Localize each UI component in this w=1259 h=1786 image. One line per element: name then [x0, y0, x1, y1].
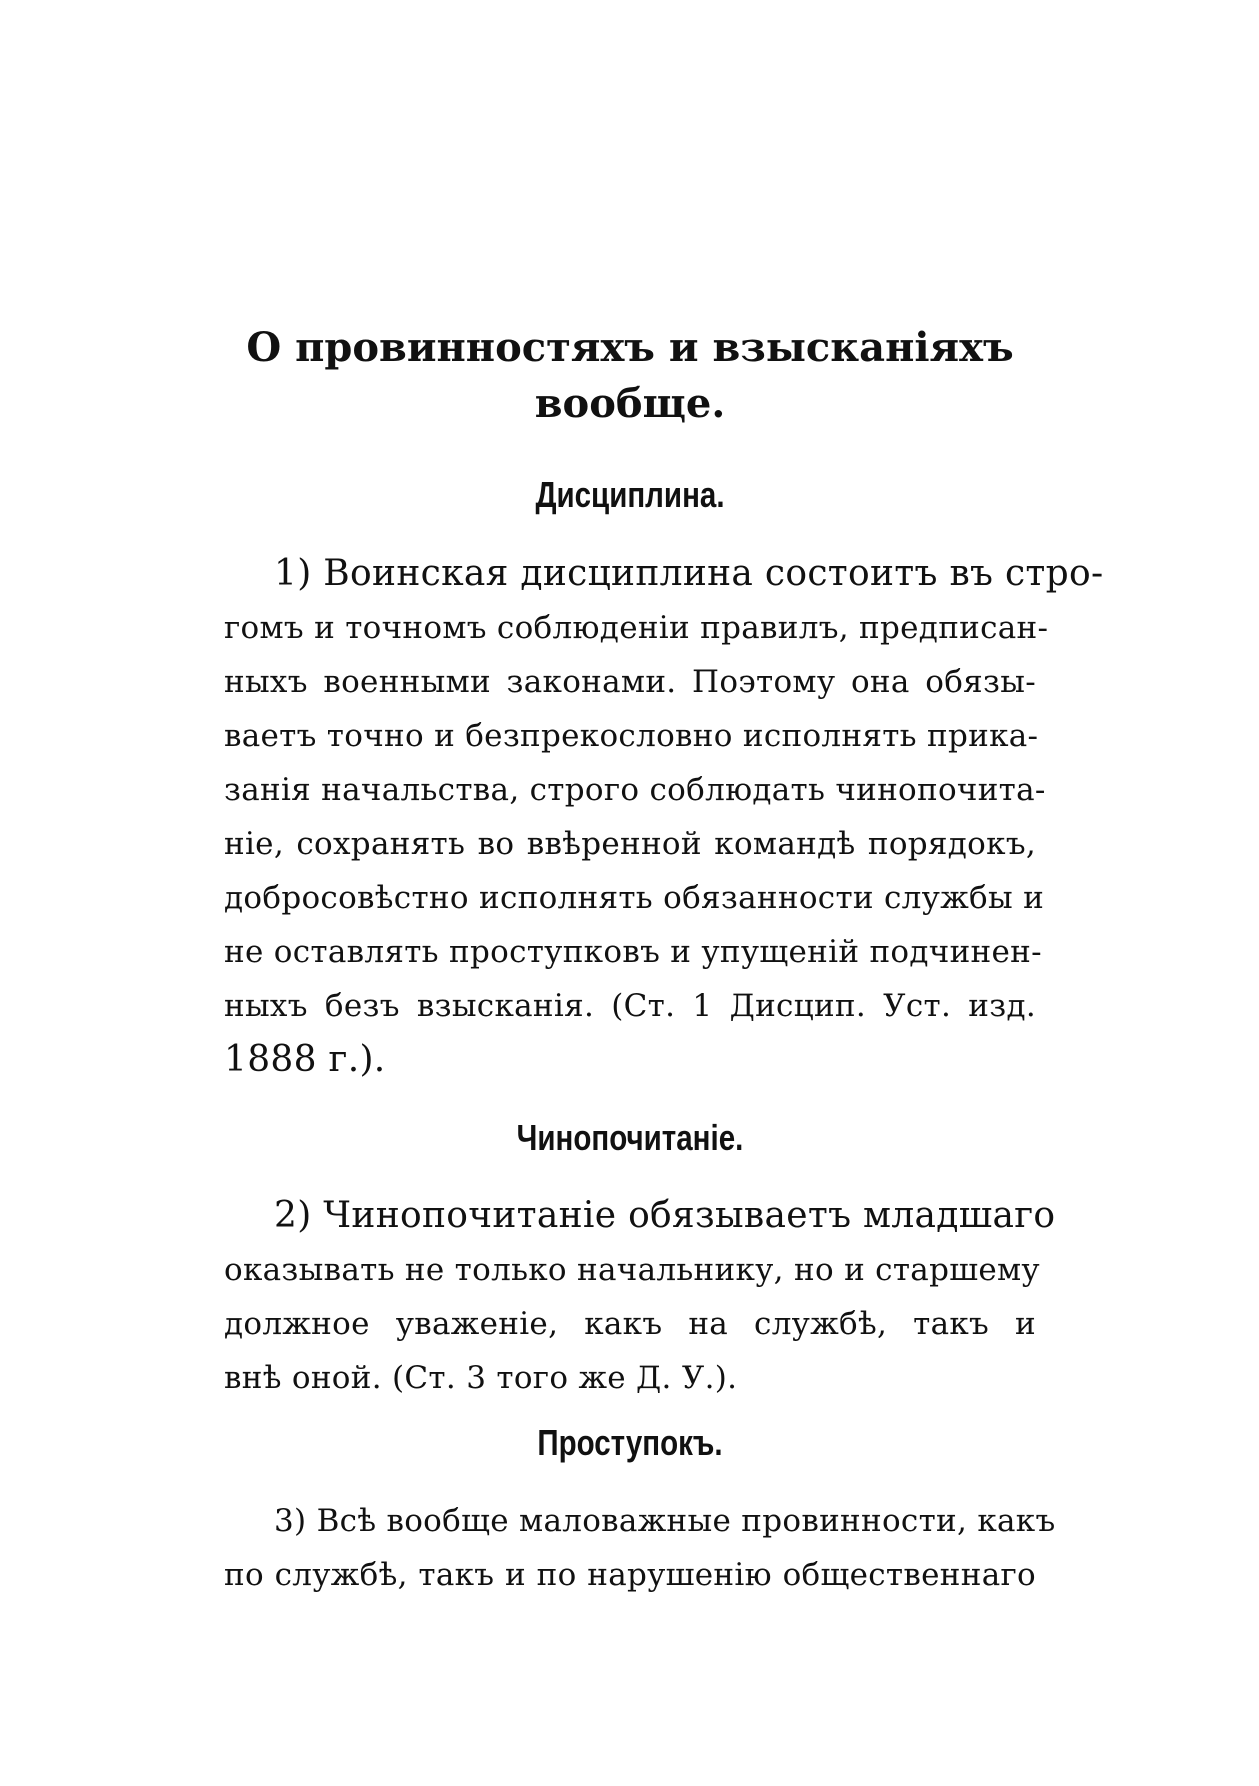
paragraph-line: не оставлять проступковъ и упущеній подчинен-	[224, 934, 1042, 970]
paragraph-line: 3) Всѣ вообще маловажные провинности, какъ	[274, 1503, 1056, 1539]
section-heading-discipline: Дисциплина.	[535, 474, 725, 515]
paragraph-line: добросовѣстно исполнять обязанности службы и	[224, 880, 1045, 916]
paragraph-line: внѣ оной. (Ст. 3 того же Д. У.).	[224, 1360, 738, 1396]
paragraph-line: 1) Воинская дисциплина состоитъ въ стро-	[274, 553, 1104, 594]
page-title-line-1: О провинностяхъ и взысканіяхъ	[246, 324, 1014, 371]
paragraph-misdemeanor	[224, 1494, 1056, 1602]
section-heading-rank-respect: Чинопочитаніе.	[516, 1117, 744, 1158]
paragraph-line: ніе, сохранять во ввѣренной командѣ порядокъ,	[224, 826, 1036, 862]
paragraph-line: оказывать не только начальнику, но и старшему	[224, 1252, 1040, 1288]
paragraph-line: должное уваженіе, какъ на службѣ, такъ и	[224, 1306, 1036, 1342]
paragraph-line: 2) Чинопочитаніе обязываетъ младшаго	[274, 1195, 1056, 1236]
paragraph-discipline	[224, 547, 1104, 1087]
paragraph-line: ныхъ безъ взысканія. (Ст. 1 Дисцип. Уст. изд.	[224, 988, 1036, 1024]
paragraph-rank-respect	[224, 1189, 1056, 1405]
paragraph-line: по службѣ, такъ и по нарушенію общественнаго	[224, 1557, 1036, 1593]
paragraph-line: гомъ и точномъ соблюденіи правилъ, предписан-	[224, 610, 1049, 646]
paragraph-line: 1888 г.).	[224, 1039, 386, 1080]
paragraph-line: занія начальства, строго соблюдать чинопочита-	[224, 772, 1046, 808]
paragraph-line: ныхъ военными законами. Поэтому она обязы-	[224, 664, 1036, 700]
section-heading-misdemeanor: Проступокъ.	[537, 1422, 723, 1463]
paragraph-line: ваетъ точно и безпрекословно исполнять прика-	[224, 718, 1039, 754]
page-title-line-2: вообще.	[534, 380, 726, 427]
